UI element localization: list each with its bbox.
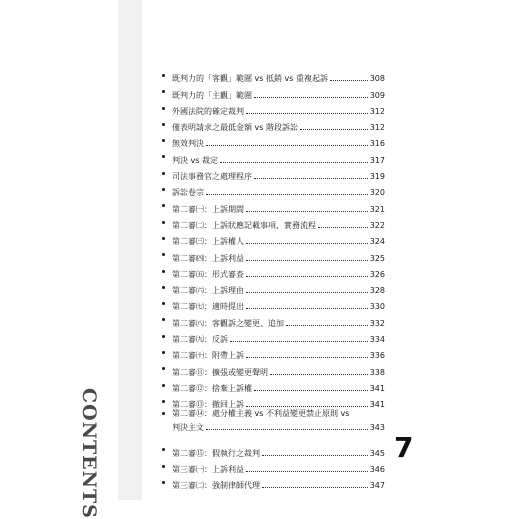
toc-entry-page: 320 — [369, 188, 385, 198]
toc-entry-title: 第二審㈣：上訴利益 — [172, 253, 244, 263]
toc-entry[interactable] — [160, 197, 385, 213]
page-number: 7 — [394, 431, 414, 464]
toc-entry-title: 判決 vs 裁定 — [172, 155, 218, 165]
toc-entry-page: 332 — [369, 318, 385, 328]
toc-entry[interactable] — [160, 116, 385, 132]
toc-entry[interactable] — [160, 328, 385, 344]
toc-entry[interactable] — [160, 214, 385, 230]
toc-entry-title: 第二審㈠：上訴期間 — [172, 204, 244, 214]
dot-leader — [206, 429, 368, 430]
toc-entry-title: 既判力的「客觀」範圍 vs 抵銷 vs 重複起訴 — [172, 74, 328, 84]
dot-leader — [206, 194, 368, 195]
dot-leader — [246, 243, 368, 244]
dot-leader — [246, 406, 368, 407]
toc-entry[interactable] — [160, 458, 385, 474]
dot-leader — [206, 145, 368, 146]
toc-entry-page: 341 — [369, 400, 385, 410]
toc-entry-page: 345 — [369, 448, 385, 458]
dot-leader — [246, 113, 368, 114]
dot-leader — [246, 211, 368, 212]
dot-leader — [286, 325, 368, 326]
dot-leader — [246, 292, 368, 293]
toc-entry-page: 316 — [369, 139, 385, 149]
toc-entry-page: 324 — [369, 237, 385, 247]
toc-entry-title: 既判力的「主觀」範圍 — [172, 90, 252, 100]
toc-entry-page: 334 — [369, 335, 385, 345]
toc-entry-page: 325 — [369, 253, 385, 263]
toc-entry-title: 第二審⑭：處分權主義 vs 不利益變更禁止原則 vs — [172, 409, 350, 419]
toc-entry-page: 312 — [369, 106, 385, 116]
toc-entry-page: 326 — [369, 269, 385, 279]
dot-leader — [246, 471, 368, 472]
toc-entry[interactable] — [160, 409, 385, 441]
toc-entry-title: 第二審㈦：適時提出 — [172, 302, 244, 312]
toc-entry-title: 第二審⑮：假執行之裁判 — [172, 448, 260, 458]
toc-entry-title: 第三審㈠：上訴利益 — [172, 464, 244, 474]
side-strip — [118, 0, 142, 500]
dot-leader — [254, 97, 368, 98]
dot-leader — [318, 227, 368, 228]
toc-entry-title: 司法事務官之處理程序 — [172, 172, 252, 182]
toc-entry-page: 322 — [369, 220, 385, 230]
toc-entry-title: 訴訟卷宗 — [172, 188, 204, 198]
toc-entry-page: 343 — [369, 423, 385, 433]
toc-entry-page: 338 — [369, 367, 385, 377]
toc-entry-title: 外國法院的確定裁判 — [172, 106, 244, 116]
toc-entry[interactable] — [160, 100, 385, 116]
dot-leader — [254, 178, 368, 179]
toc-entry[interactable] — [160, 181, 385, 197]
toc-entry-page: 321 — [369, 204, 385, 214]
toc-entry[interactable] — [160, 474, 385, 490]
toc-entry-page: 312 — [369, 123, 385, 133]
toc-entry-page: 347 — [369, 481, 385, 491]
toc-entry-title: 第二審⑫：捨棄上訴權 — [172, 383, 252, 393]
toc-entry-title: 第二審㈢：上訴權人 — [172, 237, 244, 247]
toc-entry[interactable] — [160, 263, 385, 279]
dot-leader — [246, 260, 368, 261]
toc-entry[interactable] — [160, 83, 385, 99]
dot-leader — [246, 276, 368, 277]
toc-entry-title: 第二審㈥：上訴理由 — [172, 286, 244, 296]
dot-leader — [254, 390, 368, 391]
toc-entry-page: 330 — [369, 302, 385, 312]
toc-entry-page: 309 — [369, 90, 385, 100]
toc-entry[interactable] — [160, 360, 385, 376]
dot-leader — [330, 80, 368, 81]
dot-leader — [300, 129, 368, 130]
toc-entry-title: 第二審⑬：撤回上訴 — [172, 400, 244, 410]
toc-entry[interactable] — [160, 311, 385, 327]
toc-entry[interactable] — [160, 377, 385, 393]
toc-entry-title-continued: 判決主文 — [172, 423, 204, 433]
toc-entry-title: 第三審㈡：強制律師代理 — [172, 481, 260, 491]
toc-entry-page: 328 — [369, 286, 385, 296]
toc-entry[interactable] — [160, 246, 385, 262]
dot-leader — [246, 357, 368, 358]
toc-entry[interactable] — [160, 295, 385, 311]
toc-entry-page: 341 — [369, 383, 385, 393]
dot-leader — [270, 374, 368, 375]
toc-entry-title: 第二審㈧：客觀訴之變更、追加 — [172, 318, 284, 328]
toc-entry-title: 第二審㈩：附帶上訴 — [172, 351, 244, 361]
toc-entry-title: 第二審㈨：反訴 — [172, 335, 228, 345]
toc-entry[interactable] — [160, 441, 385, 457]
contents-side-label: CONTENTS — [78, 388, 100, 519]
toc-entry[interactable] — [160, 344, 385, 360]
toc-entry-title: 僅表明請求之最低金額 vs 階段訴訟 — [172, 123, 298, 133]
toc-entry[interactable] — [160, 393, 385, 409]
dot-leader — [246, 308, 368, 309]
toc-entry-title: 無效判決 — [172, 139, 204, 149]
toc-entry-title: 第二審⑪：擴張或變更聲明 — [172, 367, 268, 377]
table-of-contents — [160, 67, 385, 490]
toc-entry[interactable] — [160, 132, 385, 148]
toc-entry-title: 第二審㈤：形式審查 — [172, 269, 244, 279]
toc-entry[interactable] — [160, 165, 385, 181]
toc-entry[interactable] — [160, 67, 385, 83]
dot-leader — [262, 455, 368, 456]
dot-leader — [220, 162, 368, 163]
toc-entry-page: 336 — [369, 351, 385, 361]
toc-entry[interactable] — [160, 279, 385, 295]
toc-entry-page: 308 — [369, 74, 385, 84]
toc-entry-page: 346 — [369, 464, 385, 474]
dot-leader — [230, 341, 368, 342]
toc-entry[interactable] — [160, 230, 385, 246]
dot-leader — [262, 487, 368, 488]
toc-entry[interactable] — [160, 148, 385, 164]
toc-entry-page: 317 — [369, 155, 385, 165]
toc-entry-page: 319 — [369, 172, 385, 182]
toc-entry-title: 第二審㈡：上訴狀應記載事項、實務流程 — [172, 220, 316, 230]
